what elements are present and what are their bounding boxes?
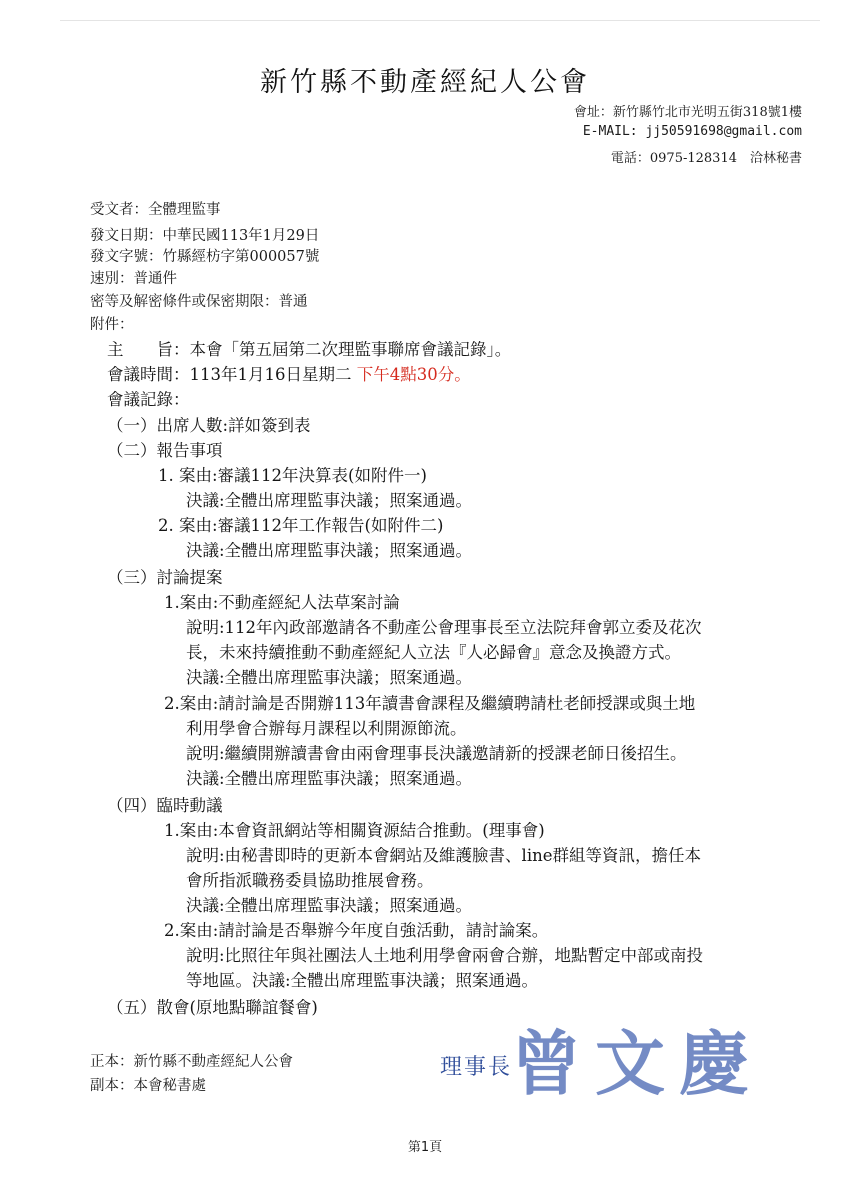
report-2-resolution: 決議:全體出席理監事決議；照案通過。: [186, 541, 473, 560]
chairman-label: 理事長: [440, 1055, 513, 1080]
original-recipient: 正本：新竹縣不動產經紀人公會: [90, 1054, 293, 1070]
extempore-1-explanation-1: 說明:由秘書即時的更新本會網站及維護臉書、line群組等資訊，擔任本: [186, 846, 702, 865]
extempore-1-explanation-2: 會所指派職務委員協助推展會務。: [186, 871, 434, 890]
subject: [107, 336, 511, 360]
chairman-signature-seal: [505, 1010, 785, 1110]
org-title: 新竹縣不動產經紀人公會: [260, 67, 590, 98]
extempore-2-explanation-2: 等地區。決議:全體出席理監事決議；照案通過。: [186, 971, 539, 990]
issue-date: 發文日期：中華民國113年1月29日: [90, 228, 320, 244]
section-extempore: （四）臨時動議: [107, 796, 223, 815]
section-adjourn: （五）散會(原地點聯誼餐會): [107, 998, 318, 1017]
copy-recipient: 副本：本會秘書處: [90, 1078, 206, 1094]
speed-class: 速別：普通件: [90, 271, 177, 287]
subject-text: 本會「第五屆第二次理監事聯席會議記錄」。: [189, 340, 512, 359]
report-1-resolution: 決議:全體出席理監事決議；照案通過。: [186, 491, 473, 510]
org-phone: 電話：0975-128314 洽林秘書: [610, 151, 802, 166]
doc-number: 發文字號：竹縣經枋字第000057號: [90, 249, 320, 265]
report-2-case: 2. 案由:審議112年工作報告(如附件二): [158, 516, 444, 535]
bleed-through-lines: [60, 20, 820, 31]
extempore-2-case: 2.案由:請討論是否舉辦今年度自強活動，請討論案。: [164, 921, 549, 940]
subject-label: 主 旨：: [107, 340, 190, 359]
discussion-1-explanation-2: 長，未來持續推動不動產經紀人立法『人必歸會』意念及換證方式。: [186, 643, 681, 662]
secrecy-level: 密等及解密條件或保密期限：普通: [90, 294, 308, 310]
discussion-2-case-2: 利用學會合辦每月課程以利開源節流。: [186, 719, 467, 738]
section-reports: （二）報告事項: [107, 441, 223, 460]
recipient: 受文者：全體理監事: [90, 202, 221, 218]
section-discussion: （三）討論提案: [107, 568, 223, 587]
discussion-1-case: 1.案由:不動產經紀人法草案討論: [164, 593, 400, 612]
attachment: 附件：: [90, 317, 134, 333]
meeting-time-highlight: 下午4點30分。: [356, 365, 471, 384]
signature-text: 曾文慶: [511, 1023, 763, 1105]
discussion-2-case-1: 2.案由:請討論是否開辦113年讀書會課程及繼續聘請杜老師授課或與土地: [164, 694, 696, 713]
discussion-2-explanation: 說明:繼續開辦讀書會由兩會理事長決議邀請新的授課老師日後招生。: [186, 744, 687, 763]
discussion-1-resolution: 決議:全體出席理監事決議；照案通過。: [186, 668, 473, 687]
meeting-time: [107, 361, 471, 385]
section-attendance: （一）出席人數:詳如簽到表: [107, 416, 311, 435]
discussion-2-resolution: 決議:全體出席理監事決議；照案通過。: [186, 769, 473, 788]
extempore-1-resolution: 決議:全體出席理監事決議；照案通過。: [186, 896, 473, 915]
org-address: 會址：新竹縣竹北市光明五街318號1樓: [573, 105, 802, 120]
org-email: E-MAIL: jj50591698@gmail.com: [582, 124, 802, 139]
minutes-label: 會議記錄：: [107, 390, 190, 409]
meeting-time-label: 會議時間：113年1月16日星期二: [107, 365, 357, 384]
discussion-1-explanation-1: 說明:112年內政部邀請各不動產公會理事長至立法院拜會郭立委及花次: [186, 618, 702, 637]
page-number: 第1頁: [407, 1140, 443, 1155]
extempore-1-case: 1.案由:本會資訊網站等相關資源結合推動。(理事會): [164, 821, 545, 840]
extempore-2-explanation-1: 說明:比照往年與社團法人土地利用學會兩會合辦，地點暫定中部或南投: [186, 946, 704, 965]
report-1-case: 1. 案由:審議112年決算表(如附件一): [158, 466, 427, 485]
